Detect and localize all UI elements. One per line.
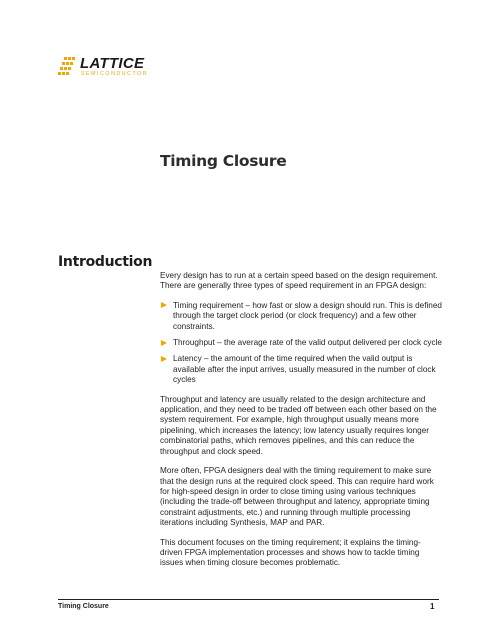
list-item-text: Timing requirement – how fast or slow a design should run. This is defined through the target clock period (or clock frequency) and a few other constraints. (173, 300, 442, 331)
list-item (160, 301, 442, 332)
logo-tagline: SEMICONDUCTOR (81, 71, 149, 77)
section-heading: Introduction (58, 254, 153, 270)
body-text (160, 271, 442, 578)
paragraph: Throughput and latency are usually related to the design architecture and application, and they need to be traded off between each other based on the system requirement. For example, high throughput usually means more pipelining, which increases the latency; low latency usually requires longer combinatorial paths, which removes pipelines, and this can reduce the throughput and clock speed. (160, 394, 437, 456)
triangle-bullet-icon (161, 340, 167, 346)
document-title: Timing Closure (160, 152, 287, 170)
list-item (160, 354, 442, 385)
intro-paragraph: Every design has to run at a certain speed based on the design requirement. There are generally three types of speed requirement in an FPGA design: (160, 271, 438, 291)
triangle-bullet-icon (161, 302, 167, 308)
page-number: 1 (430, 602, 435, 611)
triangle-bullet-icon (161, 356, 167, 362)
paragraph: More often, FPGA designers deal with the timing requirement to make sure that the design runs at the required clock speed. This can require hard work for high-speed design in order to close timing using various techniques (including the trade-off between throughput and latency, appropriate timing constraint adjustments, etc.) and running through multiple processing iterations including Synthesis, MAP and PAR. (160, 466, 434, 528)
footer-divider (58, 599, 439, 600)
list-item-text: Latency – the amount of the time required when the valid output is available after the input arrives, usually measured in the number of clock cycles (173, 354, 436, 385)
paragraph: This document focuses on the timing requirement; it explains the timing-driven FPGA implementation processes and shows how to tackle timing issues when timing closure becomes problematic. (160, 537, 421, 568)
list-item (160, 338, 442, 348)
lattice-dot-grid-icon (58, 57, 77, 75)
lattice-logo (58, 56, 162, 80)
list-item-text: Throughput – the average rate of the valid output delivered per clock cycle (173, 338, 442, 348)
footer-title: Timing Closure (58, 603, 109, 610)
logo-wordmark: LATTICE (80, 55, 145, 72)
requirement-list (160, 301, 442, 386)
